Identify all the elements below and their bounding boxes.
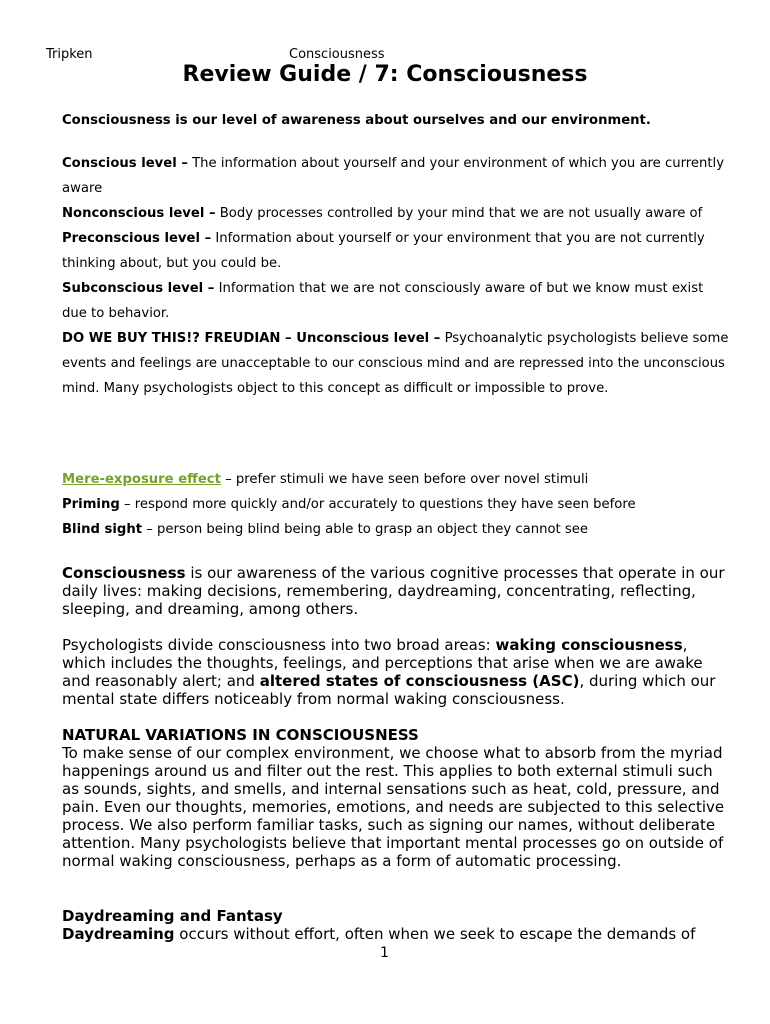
page-number: 1 [380, 945, 389, 961]
section-heading: NATURAL VARIATIONS IN CONSCIOUSNESS [62, 726, 419, 744]
effect-item-mere-exposure: Mere-exposure effect – prefer stimuli we have seen before over novel stimuli [62, 472, 589, 487]
mere-exposure-link[interactable]: Mere-exposure effect [62, 472, 221, 487]
level-item-subconscious: Subconscious level – Information that we are not consciously aware of but we know must exist due to behavior. [62, 281, 704, 321]
header-subject: Consciousness [289, 47, 385, 62]
paragraph-consciousness: Consciousness is our awareness of the various cognitive processes that operate in our daily lives: making decisions, remembering, daydreaming, concentrating, reflecting, sleeping, and dreaming, among others. [62, 564, 725, 618]
section-daydreaming [62, 907, 732, 943]
page-title: Review Guide / 7: Consciousness [182, 62, 588, 87]
intro-statement: Consciousness is our level of awareness about ourselves and our environment. [62, 113, 651, 128]
level-item-preconscious: Preconscious level – Information about yourself or your environment that you are not currently thinking about, but you could be. [62, 231, 705, 271]
header-author: Tripken [46, 47, 93, 62]
effect-item-priming: Priming – respond more quickly and/or accurately to questions they have seen before [62, 497, 636, 512]
subsection-body: Daydreaming occurs without effort, often when we seek to escape the demands of [62, 925, 696, 943]
level-item-nonconscious: Nonconscious level – Body processes controlled by your mind that we are not usually aware of [62, 206, 703, 221]
subsection-heading: Daydreaming and Fantasy [62, 907, 283, 925]
effect-item-blind-sight: Blind sight – person being blind being able to grasp an object they cannot see [62, 522, 588, 537]
paragraph-two-areas: Psychologists divide consciousness into two broad areas: waking consciousness, which includes the thoughts, feelings, and perceptions that arise when we are awake and reasonably alert; and altered states of consciousness (ASC), during which our mental state differs noticeably from normal waking consciousness. [62, 636, 716, 708]
section-natural-variations [62, 726, 732, 870]
level-item-conscious: Conscious level – The information about yourself and your environment of which you are currently aware [62, 156, 725, 196]
section-body: To make sense of our complex environment, we choose what to absorb from the myriad happenings around us and filter out the rest. This applies to both external stimuli such as sounds, sights, and smells, and internal sensations such as heat, cold, pressure, and pain. Even our thoughts, memories, emotions, and needs are subjected to this selective process. We also perform familiar tasks, such as signing our names, without deliberate attention. Many psychologists believe that important mental processes go on outside of normal waking consciousness, perhaps as a form of automatic processing. [62, 744, 725, 870]
effects-list [62, 467, 732, 542]
levels-list [62, 151, 732, 401]
level-item-unconscious: DO WE BUY THIS!? FREUDIAN – Unconscious level – Psychoanalytic psychologists believe some events and feelings are unacceptable to our conscious mind and are repressed into the unconscious mind. Many psychologists object to this concept as difficult or impossible to prove. [62, 331, 729, 396]
